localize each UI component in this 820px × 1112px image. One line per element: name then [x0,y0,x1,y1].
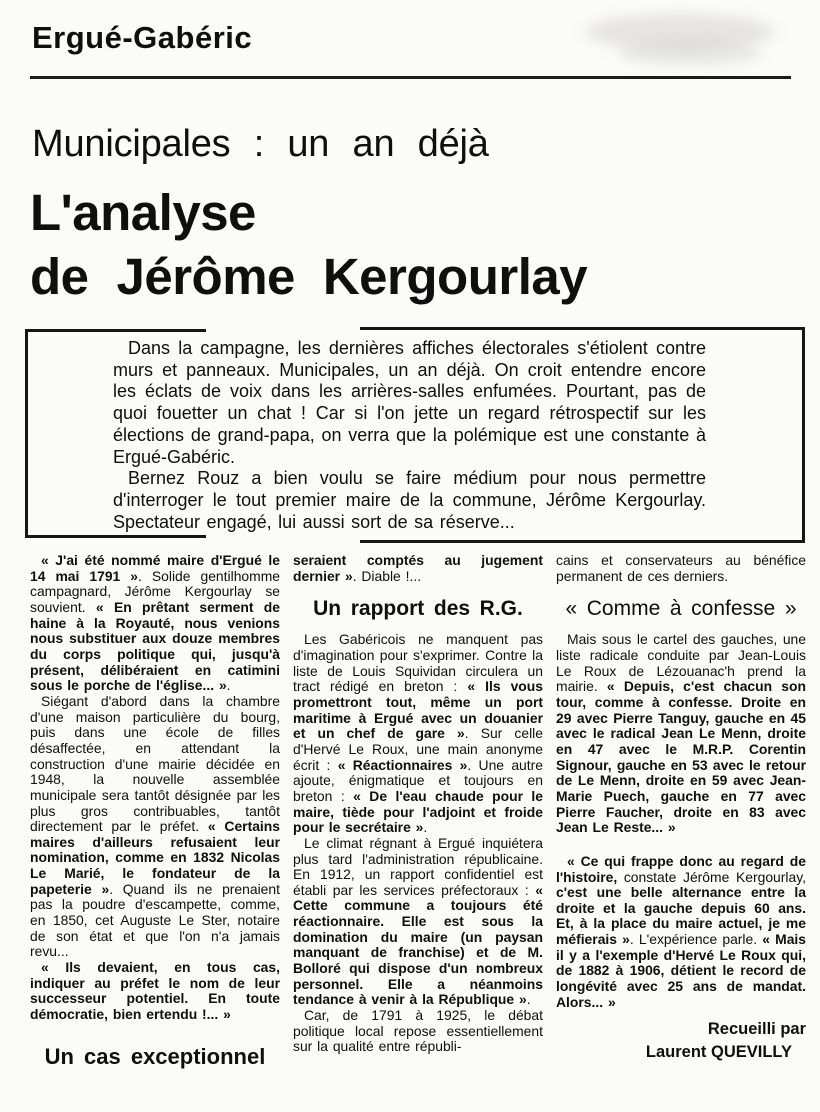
headline-line-1: L'analyse [30,184,256,241]
article-headline [30,181,587,309]
column-3 [556,553,806,1109]
paragraph: Mais sous le cartel des gauches, une liste radicale conduite par Jean-Louis Le Roux de Lézouanac'h prend la mairie. « Depuis, c'est chacun son tour, comme à confesse. Droite en 29 avec Pierre Tanguy, gauche en 45 avec le radical Jean Le Menn, droite en 47 avec le M.R.P. Corentin Signour, gauche en 53 avec le retour de Le Menn, droite en 59 avec Jean-Marie Puech, gauche en 77 avec Pierre Faucher, droite en 83 avec Jean Le Reste... » [556,631,807,836]
column-2 [293,553,543,1109]
intro-paragraph: Dans la campagne, les dernières affiches électorales s'étiolent contre murs et panneaux. Municipales, un an déjà. On croit entendre encore les éclats de voix dans les arrières-salles enfumées. Pourtant, pas de quoi fouetter un chat ! Car si l'on jette un regard rétrospectif sur les élections de grand-papa, on verra que la polémique est une constante à Ergué-Gabéric. [113,338,706,467]
intro-box [113,338,706,533]
masthead-rule [30,76,791,79]
byline-prefix: Recueilli par [707,1020,806,1039]
scan-smudge [618,42,763,66]
paragraph: « Ce qui frappe donc au regard de l'histoire, constate Jérôme Kergourlay, c'est une belle alternance entre la droite et la gauche depuis 60 ans. Et, à la place du maire actuel, je me méfierais ». L'expérience parle. « Mais il y a l'exemple d'Hervé Le Roux qui, de 1882 à 1906, détient le record de longévité avec 25 ans de mandat. Alors... » [556,852,806,1010]
column-1 [30,553,280,1109]
paragraph: « J'ai été nommé maire d'Ergué le 14 mai 1791 ». Solide gentilhomme campagnard, Jérôme Kergourlay se souvient. « En prêtant serment de haine à la Royauté, nous venions nous substituer aux douze membres du corps politique qui, jusqu'à présent, délibéraient en catimini sous le porche de l'église... ». [30,552,281,694]
section-heading-comme-a-confesse: « Comme à confesse » [565,597,797,621]
headline-line-2: de Jérôme Kergourlay [30,248,588,305]
paragraph: « Ils devaient, en tous cas, indiquer au préfet le nom de leur successeur potentiel. En toute démocratie, bien ertendu !... » [30,959,280,1023]
paragraph: Les Gabéricois ne manquent pas d'imagination pour s'exprimer. Contre la liste de Louis Squividan circulera un tract rédigé en breton : « Ils vous promettront tout, même un port maritime à Ergué avec un douanier et un chef de gare ». Sur celle d'Hervé Le Roux, une main anonyme écrit : « Réactionnaires ». Une autre ajoute, énigmatique et toujours en breton : « De l'eau chaude pour le maire, tiède pour l'adjoint et froide pour le secrétaire ». [293,631,544,836]
section-kicker: Ergué-Gabéric [32,20,253,55]
section-heading-un-rapport-des-rg: Un rapport des R.G. [313,597,523,621]
article-columns [30,553,806,1109]
paragraph-gap [556,836,806,854]
paragraph-continuation: cains et conservateurs au bénéfice permanent de ces derniers. [556,552,806,584]
paragraph-continuation: seraient comptés au jugement dernier ». Diable !... [293,552,543,584]
article-overline: Municipales : un an déjà [32,123,489,165]
paragraph: Siégant d'abord dans la chambre d'une maison particulière du bourg, puis dans une école de filles désaffectée, en attendant la construction d'une mairie décidée en 1948, la nouvelle assemblée municipale sera tantôt désignée par les plus gros contribuables, tantôt directement par le préfet. « Certains maires d'ailleurs refusaient leur nomination, comme en 1832 Nicolas Le Marié, le fondateur de la papeterie ». Quand ils ne prenaient pas la poudre d'escampette, comme, en 1850, cet Auguste Le Ster, notaire de son état et que l'on n'a jamais revu... [30,692,280,960]
paragraph: Le climat régnant à Ergué inquiétera plus tard l'administration républicaine. En 1912, un rapport confidentiel est établi par les services préfectoraux : « Cette commune a toujours été réactionnaire. Elle est sous la domination du maire (un paysan manquant de franchise) et de M. Bolloré qui dispose d'un nombreux personnel. Elle a néanmoins tendance à venir à la République ». [293,834,543,1008]
paragraph: Car, de 1791 à 1925, le débat politique local repose essentiellement sur la qualité entre républi- [293,1007,543,1055]
section-heading-un-cas-exceptionnel: Un cas exceptionnel [44,1043,266,1069]
intro-paragraph: Bernez Rouz a bien voulu se faire médium pour nous permettre d'interroger le tout premier maire de la commune, Jérôme Kergourlay. Spectateur engagé, lui aussi sort de sa réserve... [113,468,706,532]
byline-author: Laurent QUEVILLY [645,1043,792,1062]
byline [556,1018,806,1064]
